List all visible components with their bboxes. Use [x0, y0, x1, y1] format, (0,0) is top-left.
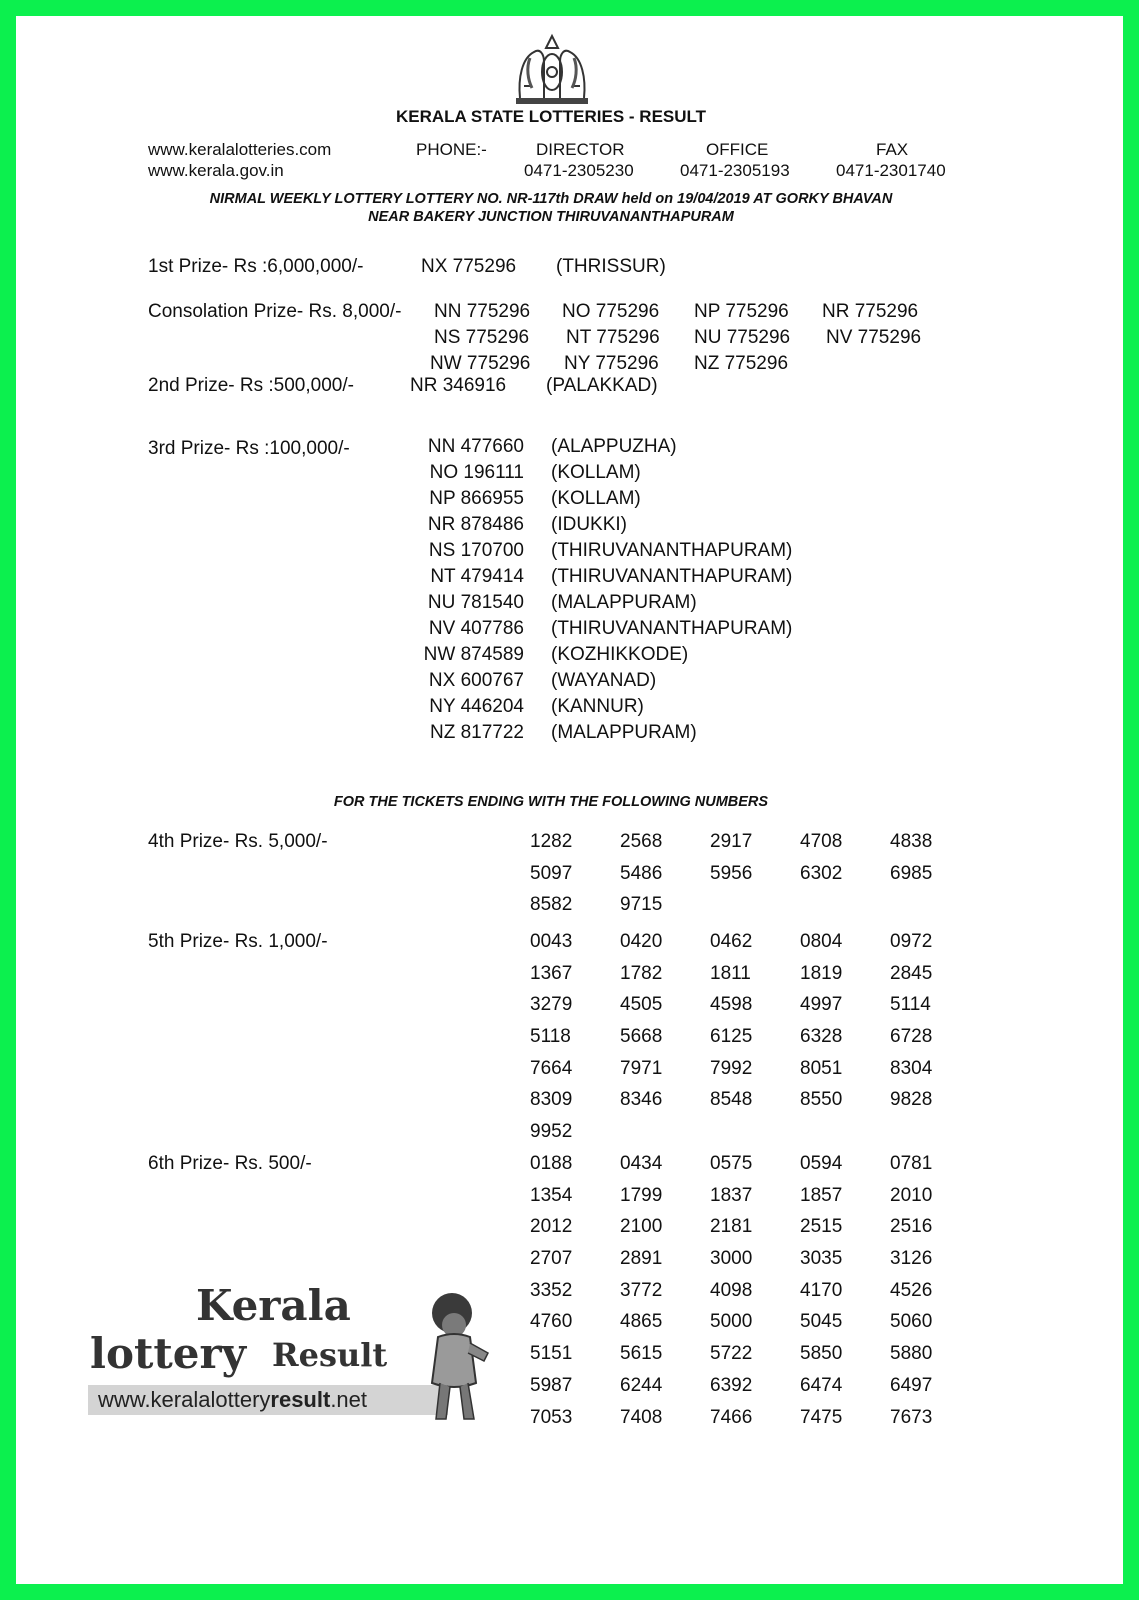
third-prize-location: (THIRUVANANTHAPURAM) — [551, 566, 793, 587]
winning-number: 9715 — [620, 894, 663, 916]
winning-number: 5118 — [530, 1026, 571, 1048]
winning-number: 5000 — [710, 1311, 753, 1333]
winning-number: 2010 — [890, 1184, 933, 1206]
third-prize-location: (KOLLAM) — [551, 462, 641, 483]
winning-number: 7466 — [710, 1406, 753, 1428]
winning-number: 5097 — [530, 862, 573, 884]
logo-url-bold: result — [270, 1387, 331, 1412]
winning-number: 1857 — [800, 1184, 843, 1206]
winning-number: 0575 — [710, 1153, 753, 1174]
third-prize-location: (KANNUR) — [551, 696, 644, 717]
office-label: OFFICE — [706, 140, 769, 159]
consolation-ticket: NP 775296 — [694, 301, 789, 322]
winning-number: 7971 — [620, 1057, 663, 1079]
fax-label: FAX — [876, 140, 909, 159]
winning-number: 4708 — [800, 831, 843, 852]
winning-number: 0804 — [800, 931, 843, 952]
logo-url-prefix: www.keralalottery — [98, 1387, 271, 1412]
winning-number: 4170 — [800, 1279, 843, 1301]
website-link-1[interactable]: www.keralalotteries.com — [148, 140, 332, 159]
office-phone: 0471-2305193 — [680, 161, 790, 180]
winning-number: 5987 — [530, 1374, 573, 1396]
winning-number: 8304 — [890, 1057, 933, 1079]
third-prize-ticket: NU 781540 — [427, 592, 524, 613]
winning-number: 1837 — [710, 1184, 753, 1206]
consolation-ticket: NY 775296 — [564, 353, 659, 374]
consolation-ticket: NT 775296 — [566, 327, 660, 348]
third-prize-location: (ALAPPUZHA) — [551, 436, 677, 457]
winning-number: 2012 — [530, 1216, 573, 1238]
winning-number: 1354 — [530, 1184, 573, 1206]
first-prize-label: 1st Prize- Rs :6,000,000/- — [148, 256, 364, 277]
winning-number: 3000 — [710, 1248, 753, 1270]
winning-number: 0188 — [530, 1153, 573, 1174]
draw-line-2: NEAR BAKERY JUNCTION THIRUVANANTHAPURAM — [368, 209, 734, 225]
winning-number: 7475 — [800, 1406, 843, 1428]
winning-number: 2100 — [620, 1216, 663, 1238]
director-phone: 0471-2305230 — [524, 161, 634, 180]
winning-number: 7664 — [530, 1057, 573, 1079]
winning-number: 2891 — [620, 1248, 663, 1270]
third-prize-tickets — [404, 434, 524, 746]
winning-number: 9952 — [530, 1121, 573, 1143]
logo-word-lottery: lottery — [90, 1329, 247, 1378]
winning-number: 4598 — [710, 994, 753, 1016]
winning-number: 4997 — [800, 994, 843, 1016]
winning-number: 1811 — [710, 962, 751, 984]
winning-number: 7673 — [890, 1406, 933, 1428]
first-prize-location: (THRISSUR) — [556, 256, 666, 277]
third-prize-ticket: NW 874589 — [423, 644, 524, 665]
sixth-prize-numbers — [530, 1153, 980, 1438]
fifth-prize-label: 5th Prize- Rs. 1,000/- — [148, 931, 328, 952]
phone-label: PHONE:- — [416, 140, 487, 159]
fourth-prize-label: 4th Prize- Rs. 5,000/- — [148, 831, 328, 852]
winning-number: 7992 — [710, 1057, 753, 1079]
third-prize-location: (KOLLAM) — [551, 488, 641, 509]
winning-number: 5045 — [800, 1311, 843, 1333]
consolation-ticket: NN 775296 — [434, 301, 531, 322]
draw-details — [16, 190, 1086, 226]
winning-number: 1782 — [620, 962, 663, 984]
winning-number: 5722 — [710, 1343, 753, 1365]
winning-number: 6985 — [890, 862, 933, 884]
kerala-emblem-icon — [510, 28, 594, 106]
winning-number: 4760 — [530, 1311, 573, 1333]
consolation-ticket: NO 775296 — [562, 301, 660, 322]
winning-number: 0972 — [890, 931, 933, 952]
winning-number: 5956 — [710, 862, 753, 884]
director-label: DIRECTOR — [536, 140, 625, 159]
logo-url-suffix: .net — [330, 1387, 368, 1412]
winning-number: 2568 — [620, 831, 663, 852]
winning-number: 8550 — [800, 1089, 843, 1111]
winning-number: 6125 — [710, 1026, 753, 1048]
logo-word-result: Result — [272, 1336, 388, 1374]
winning-number: 3772 — [620, 1279, 663, 1301]
winning-number: 1282 — [530, 831, 573, 852]
winning-number: 4505 — [620, 994, 663, 1016]
third-prize-ticket: NR 878486 — [427, 514, 524, 535]
first-prize-ticket: NX 775296 — [421, 256, 517, 277]
draw-line-1: NIRMAL WEEKLY LOTTERY LOTTERY NO. NR-117th DRAW held on 19/04/2019 AT GORKY BHAVAN — [209, 191, 893, 207]
winning-number: 2845 — [890, 962, 933, 984]
consolation-ticket: NR 775296 — [822, 301, 919, 322]
third-prize-location: (WAYANAD) — [551, 670, 657, 691]
website-link-2[interactable]: www.kerala.gov.in — [148, 161, 284, 180]
winning-number: 6392 — [710, 1374, 753, 1396]
winning-number: 0434 — [620, 1153, 663, 1174]
sixth-prize-label: 6th Prize- Rs. 500/- — [148, 1153, 312, 1174]
winning-number: 0420 — [620, 931, 663, 952]
winning-number: 3279 — [530, 994, 573, 1016]
winning-number: 5880 — [890, 1343, 933, 1365]
winning-number: 3126 — [890, 1248, 933, 1270]
winning-number: 2917 — [710, 831, 753, 852]
third-prize-locations — [551, 434, 792, 746]
winning-number: 3352 — [530, 1279, 573, 1301]
winning-number: 4838 — [890, 831, 933, 852]
fifth-prize-numbers — [530, 931, 980, 1153]
third-prize-ticket: NS 170700 — [428, 540, 524, 561]
winning-number: 4865 — [620, 1311, 663, 1333]
third-prize-ticket: NP 866955 — [429, 488, 524, 509]
winning-number: 2181 — [710, 1216, 753, 1238]
winning-number: 5668 — [620, 1026, 663, 1048]
winning-number: 2707 — [530, 1248, 573, 1270]
winning-number: 6497 — [890, 1374, 933, 1396]
winning-number: 8051 — [800, 1057, 843, 1079]
third-prize-location: (KOZHIKKODE) — [551, 644, 689, 665]
third-prize-location: (MALAPPURAM) — [551, 592, 697, 613]
fourth-prize-numbers — [530, 831, 980, 926]
winning-number: 5114 — [890, 994, 931, 1016]
winning-number: 4526 — [890, 1279, 933, 1301]
third-prize-ticket: NT 479414 — [430, 566, 524, 587]
winning-number: 6474 — [800, 1374, 843, 1396]
winning-number: 5151 — [530, 1343, 573, 1365]
winning-number: 6728 — [890, 1026, 933, 1048]
winning-number: 9828 — [890, 1089, 933, 1111]
third-prize-ticket: NX 600767 — [428, 670, 524, 691]
third-prize-ticket: NV 407786 — [428, 618, 524, 639]
third-prize-location: (THIRUVANANTHAPURAM) — [551, 618, 793, 639]
winning-number: 7053 — [530, 1406, 573, 1428]
winning-number: 7408 — [620, 1406, 663, 1428]
second-prize-label: 2nd Prize- Rs :500,000/- — [148, 375, 354, 396]
consolation-ticket: NZ 775296 — [694, 353, 789, 374]
kerala-lottery-result-logo — [86, 1281, 506, 1441]
winning-number: 1367 — [530, 962, 573, 984]
winning-number: 5615 — [620, 1343, 663, 1365]
winning-number: 5850 — [800, 1343, 843, 1365]
winning-number: 0594 — [800, 1153, 843, 1174]
winning-number: 4098 — [710, 1279, 753, 1301]
third-prize-location: (IDUKKI) — [551, 514, 627, 535]
winning-number: 1819 — [800, 962, 843, 984]
consolation-ticket: NW 775296 — [430, 353, 531, 374]
winning-number: 8346 — [620, 1089, 663, 1111]
winning-number: 6302 — [800, 862, 843, 884]
logo-url[interactable] — [88, 1385, 448, 1415]
winning-number: 3035 — [800, 1248, 843, 1270]
winning-number: 2515 — [800, 1216, 843, 1238]
page-title: KERALA STATE LOTTERIES - RESULT — [395, 107, 707, 126]
consolation-ticket: NS 775296 — [434, 327, 530, 348]
winning-number: 8548 — [710, 1089, 753, 1111]
winning-number: 8309 — [530, 1089, 573, 1111]
consolation-prize-label: Consolation Prize- Rs. 8,000/- — [148, 301, 402, 322]
ending-numbers-heading: FOR THE TICKETS ENDING WITH THE FOLLOWING NUMBERS — [333, 794, 769, 810]
second-prize-ticket: NR 346916 — [410, 375, 507, 396]
winning-number: 0462 — [710, 931, 753, 952]
third-prize-ticket: NZ 817722 — [429, 722, 524, 743]
winning-number: 2516 — [890, 1216, 933, 1238]
winning-number: 0043 — [530, 931, 573, 952]
logo-word-kerala: Kerala — [196, 1281, 351, 1330]
third-prize-ticket: NO 196111 — [429, 462, 524, 483]
mascot-figure-icon — [418, 1291, 496, 1425]
consolation-ticket: NU 775296 — [694, 327, 791, 348]
third-prize-ticket: NN 477660 — [427, 436, 524, 457]
third-prize-label: 3rd Prize- Rs :100,000/- — [148, 438, 350, 459]
second-prize-location: (PALAKKAD) — [546, 375, 658, 396]
winning-number: 1799 — [620, 1184, 663, 1206]
result-sheet — [16, 16, 1123, 1584]
winning-number: 5060 — [890, 1311, 933, 1333]
third-prize-location: (THIRUVANANTHAPURAM) — [551, 540, 793, 561]
third-prize-ticket: NY 446204 — [429, 696, 524, 717]
fax-phone: 0471-2301740 — [836, 161, 946, 180]
winning-number: 5486 — [620, 862, 663, 884]
third-prize-location: (MALAPPURAM) — [551, 722, 697, 743]
consolation-ticket: NV 775296 — [826, 327, 922, 348]
winning-number: 8582 — [530, 894, 573, 916]
winning-number: 0781 — [890, 1153, 933, 1174]
winning-number: 6328 — [800, 1026, 843, 1048]
winning-number: 6244 — [620, 1374, 663, 1396]
